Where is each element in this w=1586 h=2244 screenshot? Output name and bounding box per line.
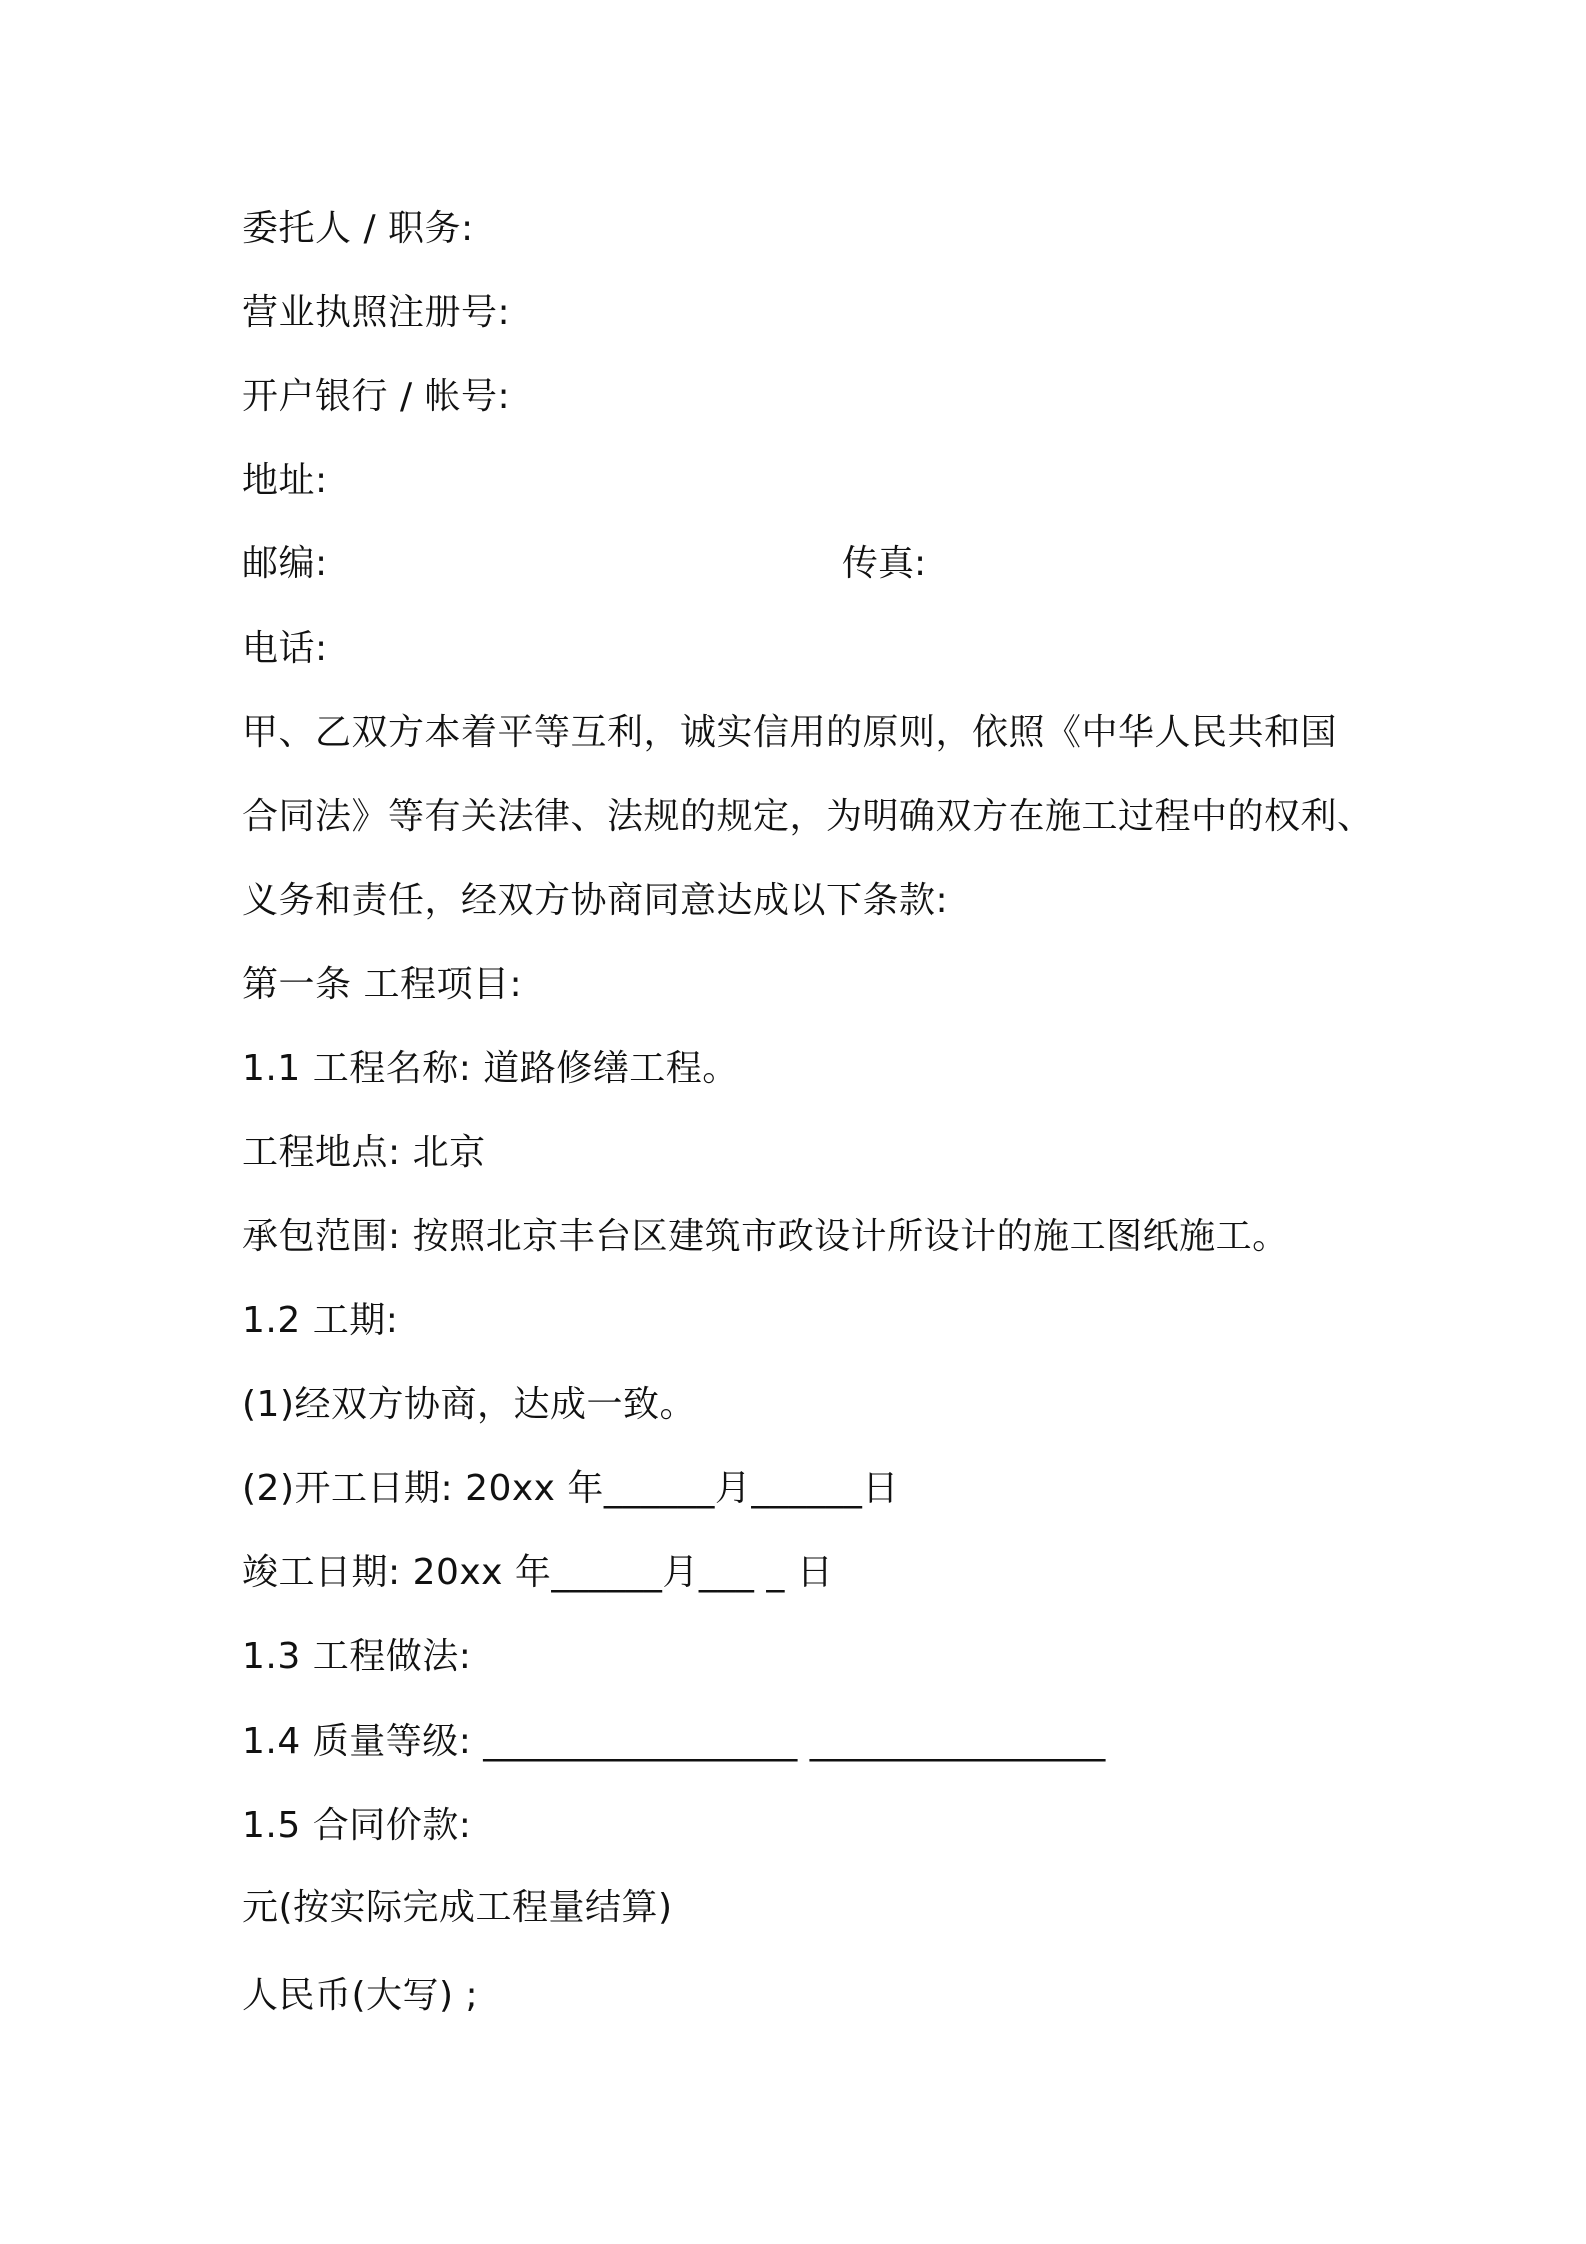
doc-line-duration-agreement: (1)经双方协商，达成一致。 (242, 1384, 696, 1425)
doc-line-contract-price: 1.5 合同价款: (242, 1805, 472, 1846)
doc-line-completion-date: 竣工日期: 20xx 年______月___ _ 日 (242, 1552, 834, 1593)
doc-line-postcode: 邮编: (242, 543, 328, 584)
doc-line-contract-scope: 承包范围: 按照北京丰台区建筑市政设计所设计的施工图纸施工。 (242, 1216, 1289, 1257)
doc-line-settlement: 元(按实际完成工程量结算) (242, 1887, 673, 1928)
doc-paragraph-line-1: 甲、乙双方本着平等互利，诚实信用的原则，依照《中华人民共和国 (242, 712, 1338, 753)
doc-line-duration-heading: 1.2 工期: (242, 1300, 399, 1341)
doc-line-rmb-uppercase: 人民币(大写) ; (242, 1975, 479, 2016)
doc-line-license: 营业执照注册号: (242, 292, 511, 333)
doc-line-phone: 电话: (242, 628, 328, 669)
doc-line-method: 1.3 工程做法: (242, 1636, 472, 1677)
doc-line-delegate: 委托人 / 职务: (242, 208, 474, 249)
doc-article-1-heading: 第一条 工程项目: (242, 964, 523, 1005)
doc-line-start-date: (2)开工日期: 20xx 年______月______日 (242, 1468, 899, 1509)
doc-paragraph-line-2: 合同法》等有关法律、法规的规定，为明确双方在施工过程中的权利、 (242, 796, 1374, 837)
doc-line-address: 地址: (242, 460, 328, 501)
doc-line-bank: 开户银行 / 帐号: (242, 376, 511, 417)
doc-paragraph-line-3: 义务和责任，经双方协商同意达成以下条款: (242, 880, 949, 921)
doc-line-project-name: 1.1 工程名称: 道路修缮工程。 (242, 1048, 739, 1089)
doc-line-project-location: 工程地点: 北京 (242, 1132, 486, 1173)
doc-line-fax: 传真: (842, 543, 927, 584)
doc-line-quality-grade: 1.4 质量等级: _________________ ________________ (242, 1721, 1106, 1762)
